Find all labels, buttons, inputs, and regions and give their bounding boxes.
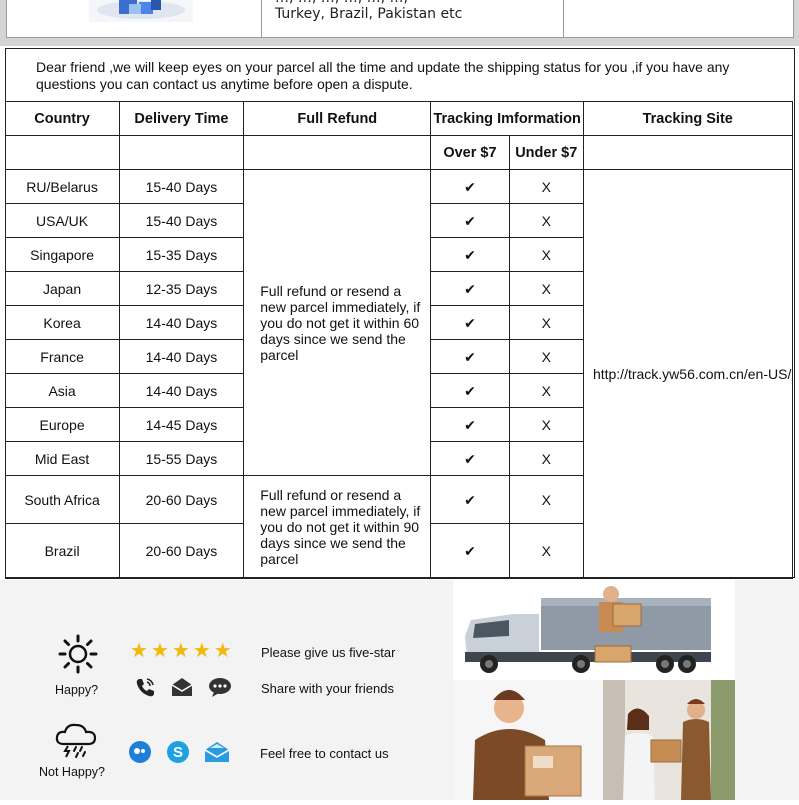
door-delivery-image bbox=[603, 680, 735, 800]
subheader-over-7: Over $7 bbox=[431, 136, 509, 170]
svg-text:S: S bbox=[172, 744, 184, 761]
top-divider bbox=[563, 0, 564, 37]
country-cell: RU/Belarus bbox=[5, 170, 119, 204]
message-bubble-icon[interactable] bbox=[128, 740, 152, 769]
x-icon: X bbox=[509, 306, 583, 340]
check-icon: ✔ bbox=[431, 306, 509, 340]
delivery-time-cell: 15-55 Days bbox=[119, 442, 244, 476]
x-icon: X bbox=[509, 340, 583, 374]
courier-image bbox=[453, 680, 603, 800]
x-icon: X bbox=[509, 524, 583, 579]
top-panel bbox=[6, 0, 794, 38]
country-cell: Japan bbox=[5, 272, 119, 306]
check-icon: ✔ bbox=[431, 170, 509, 204]
check-icon: ✔ bbox=[431, 476, 509, 524]
country-cell: USA/UK bbox=[5, 204, 119, 238]
delivery-time-cell: 14-40 Days bbox=[119, 340, 244, 374]
notice-text: Dear friend ,we will keep eyes on your parcel all the time and update the shipping status for you ,if you have any questions you can contact us anytime before open a dispute. bbox=[36, 59, 730, 92]
top-divider bbox=[261, 0, 262, 37]
contact-icons bbox=[128, 740, 230, 769]
x-icon: X bbox=[509, 442, 583, 476]
five-star-rating[interactable] bbox=[130, 641, 232, 661]
share-text: Share with your friends bbox=[261, 681, 394, 696]
header-tracking-site: Tracking Site bbox=[583, 102, 792, 136]
chat-bubble-icon[interactable] bbox=[208, 676, 234, 703]
delivery-time-cell: 14-45 Days bbox=[119, 408, 244, 442]
contact-text: Feel free to contact us bbox=[260, 746, 389, 761]
refund-policy-60-days: Full refund or resend a new parcel immediately, if you do not get it within 60 days since we send the parcel bbox=[244, 170, 431, 476]
tracking-site-link[interactable]: http://track.yw56.com.cn/en-US/ bbox=[583, 170, 792, 579]
star-icon[interactable]: ★ bbox=[150, 640, 169, 662]
country-cell: Korea bbox=[5, 306, 119, 340]
subheader-under-7: Under $7 bbox=[509, 136, 583, 170]
star-icon[interactable]: ★ bbox=[192, 640, 211, 662]
feedback-section bbox=[0, 580, 799, 800]
x-icon: X bbox=[509, 476, 583, 524]
country-cell: Europe bbox=[5, 408, 119, 442]
envelope-icon[interactable] bbox=[170, 676, 194, 703]
delivery-time-cell: 15-40 Days bbox=[119, 170, 244, 204]
country-cell: Singapore bbox=[5, 238, 119, 272]
five-star-text: Please give us five-star bbox=[261, 645, 396, 660]
delivery-photo-collage bbox=[453, 580, 735, 800]
header-delivery-time: Delivery Time bbox=[119, 102, 244, 136]
check-icon: ✔ bbox=[431, 374, 509, 408]
check-icon: ✔ bbox=[431, 272, 509, 306]
check-icon: ✔ bbox=[431, 408, 509, 442]
shipping-table bbox=[5, 101, 793, 579]
x-icon: X bbox=[509, 204, 583, 238]
mail-icon[interactable] bbox=[204, 740, 230, 769]
top-countries: Turkey, Brazil, Pakistan etc bbox=[275, 6, 463, 22]
top-strip bbox=[0, 0, 799, 46]
storm-cloud-icon bbox=[54, 720, 98, 760]
empty-cell bbox=[5, 136, 119, 170]
delivery-time-cell: 14-40 Days bbox=[119, 374, 244, 408]
delivery-time-cell: 15-40 Days bbox=[119, 204, 244, 238]
header-country: Country bbox=[5, 102, 119, 136]
check-icon: ✔ bbox=[431, 442, 509, 476]
delivery-time-cell: 14-40 Days bbox=[119, 306, 244, 340]
check-icon: ✔ bbox=[431, 238, 509, 272]
header-full-refund: Full Refund bbox=[244, 102, 431, 136]
sun-icon bbox=[58, 634, 98, 674]
parcel-image bbox=[89, 0, 193, 22]
country-cell: France bbox=[5, 340, 119, 374]
header-tracking-information: Tracking Imformation bbox=[431, 102, 584, 136]
refund-policy-90-days: Full refund or resend a new parcel immediately, if you do not get it within 90 days since we send the parcel bbox=[244, 476, 431, 579]
check-icon: ✔ bbox=[431, 340, 509, 374]
table-subheader-row bbox=[5, 136, 792, 170]
shipping-info-panel bbox=[5, 48, 795, 578]
x-icon: X bbox=[509, 374, 583, 408]
phone-icon[interactable] bbox=[134, 676, 156, 703]
x-icon: X bbox=[509, 408, 583, 442]
country-cell: Brazil bbox=[5, 524, 119, 579]
check-icon: ✔ bbox=[431, 524, 509, 579]
x-icon: X bbox=[509, 272, 583, 306]
delivery-time-cell: 20-60 Days bbox=[119, 476, 244, 524]
skype-icon[interactable] bbox=[166, 740, 190, 769]
x-icon: X bbox=[509, 170, 583, 204]
star-icon[interactable]: ★ bbox=[130, 640, 148, 662]
delivery-time-cell: 15-35 Days bbox=[119, 238, 244, 272]
share-icons bbox=[134, 676, 234, 703]
star-icon[interactable]: ★ bbox=[171, 640, 190, 662]
delivery-time-cell: 12-35 Days bbox=[119, 272, 244, 306]
empty-cell bbox=[244, 136, 431, 170]
table-header-row bbox=[5, 102, 792, 136]
not-happy-label: Not Happy? bbox=[39, 765, 106, 779]
empty-cell bbox=[583, 136, 792, 170]
check-icon: ✔ bbox=[431, 204, 509, 238]
x-icon: X bbox=[509, 238, 583, 272]
table-row bbox=[5, 170, 792, 204]
country-cell: Mid East bbox=[5, 442, 119, 476]
empty-cell bbox=[119, 136, 244, 170]
star-icon[interactable]: ★ bbox=[213, 640, 232, 662]
delivery-time-cell: 20-60 Days bbox=[119, 524, 244, 579]
happy-label: Happy? bbox=[55, 683, 99, 697]
country-cell: Asia bbox=[5, 374, 119, 408]
country-cell: South Africa bbox=[5, 476, 119, 524]
